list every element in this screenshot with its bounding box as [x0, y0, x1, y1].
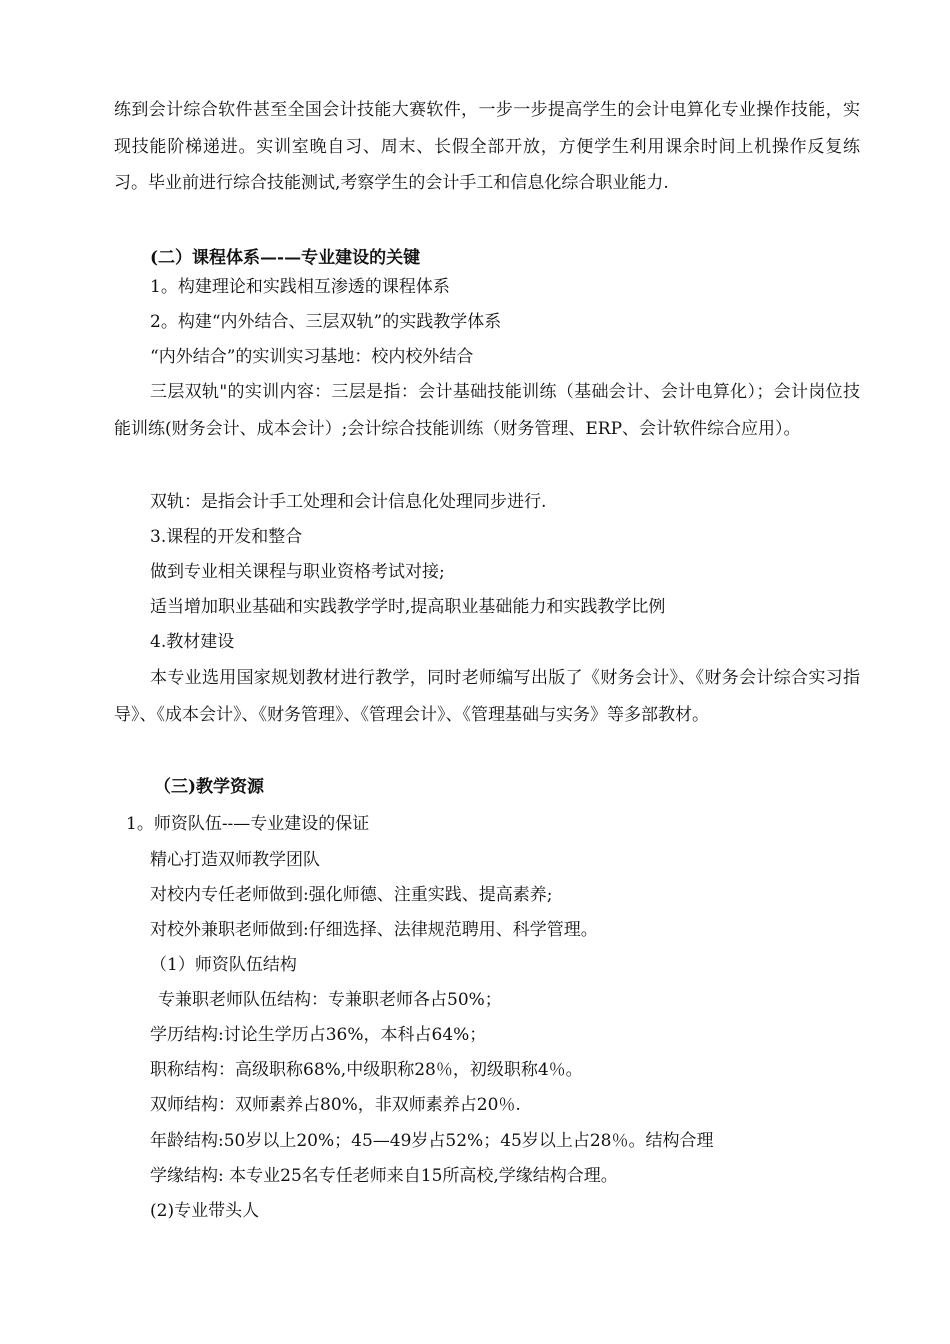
faculty-structure-heading: （1）师资队伍结构: [150, 955, 297, 975]
list-item-1: 1。构建理论和实践相互渗透的课程体系: [150, 277, 450, 297]
dual-track-line: 双轨：是指会计手工处理和会计信息化处理同步进行.: [150, 492, 547, 512]
textbook-heading: 4.教材建设: [150, 632, 235, 652]
internal-teacher-line: 对校内专任老师做到:强化师德、注重实践、提高素养;: [150, 885, 553, 905]
practice-ratio-line: 适当增加职业基础和实践教学学时,提高职业基础能力和实践教学比例: [150, 597, 666, 617]
textbook-paragraph: 本专业选用国家规划教材进行教学，同时老师编写出版了《财务会计》、《财务会计综合实习指导》、《成本会计》、《财务管理》、《管理会计》、《管理基础与实务》等多部教材。: [114, 668, 860, 725]
faculty-heading: 1。师资队伍--—专业建设的保证: [126, 814, 370, 834]
fulltime-parttime-line: 专兼职老师队伍结构：专兼职老师各占50%；: [158, 990, 502, 1010]
title-structure-line: 职称结构：高级职称68%,中级职称28％，初级职称4％。: [150, 1060, 583, 1080]
section-heading-resources: （三)教学资源: [154, 777, 265, 797]
course-exam-line: 做到专业相关课程与职业资格考试对接;: [150, 562, 445, 582]
course-development-heading: 3.课程的开发和整合: [150, 527, 303, 547]
dual-teacher-structure-line: 双师结构：双师素养占80%，非双师素养占20％.: [150, 1095, 521, 1115]
section-heading-curriculum: (二）课程体系—-—专业建设的关键: [150, 248, 421, 268]
internal-external-line: “内外结合”的实训实习基地：校内校外结合: [150, 347, 474, 367]
academic-origin-line: 学缘结构: 本专业25名专任老师来自15所高校,学缘结构合理。: [150, 1166, 618, 1186]
three-layer-paragraph: 三层双轨"的实训内容：三层是指：会计基础技能训练（基础会计、会计电算化）；会计岗位技能训练(财务会计、成本会计）;会计综合技能训练（财务管理、ERP、会计软件综合应用）。: [114, 382, 860, 439]
list-item-2: 2。构建“内外结合、三层双轨”的实践教学体系: [150, 312, 502, 332]
external-teacher-line: 对校外兼职老师做到:仔细选择、法律规范聘用、科学管理。: [150, 920, 598, 940]
age-structure-line: 年龄结构:50岁以上20%；45—49岁占52%；45岁以上占28％。结构合理: [150, 1131, 714, 1151]
dual-teacher-line: 精心打造双师教学团队: [150, 850, 320, 870]
program-leader-heading: (2)专业带头人: [150, 1201, 260, 1221]
education-structure-line: 学历结构:讨论生学历占36%，本科占64%；: [150, 1025, 487, 1045]
intro-paragraph: 练到会计综合软件甚至全国会计技能大赛软件，一步一步提高学生的会计电算化专业操作技能，实现技能阶梯递进。实训室晚自习、周末、长假全部开放，方便学生利用课余时间上机操作反复练习。毕业前进行综合技能测试,考察学生的会计手工和信息化综合职业能力.: [114, 100, 860, 193]
